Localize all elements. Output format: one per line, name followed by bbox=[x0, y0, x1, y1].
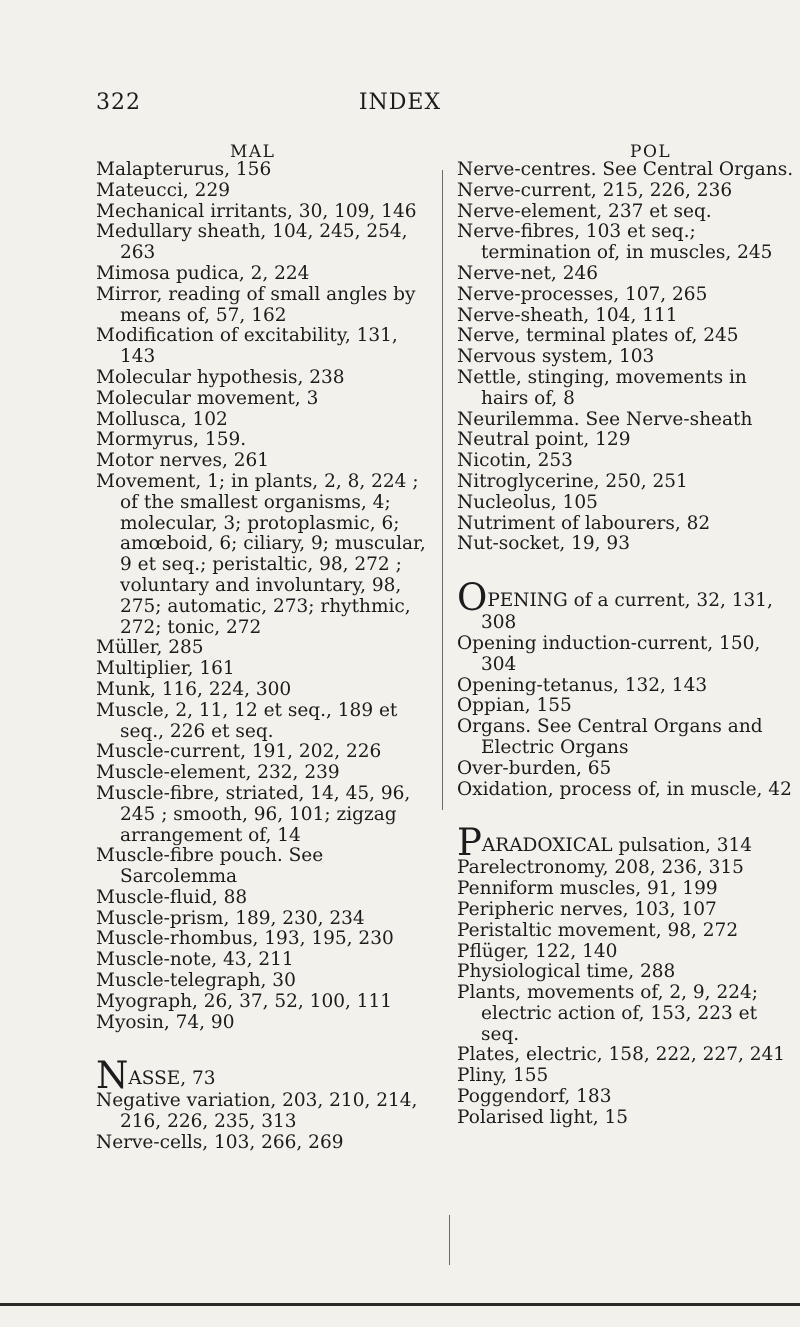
index-entry: Molecular movement, 3 bbox=[96, 387, 319, 409]
index-entry: Muscle-element, 232, 239 bbox=[96, 762, 340, 784]
index-entry: Munk, 116, 224, 300 bbox=[96, 678, 292, 700]
index-entry: Malapterurus, 156 bbox=[96, 159, 272, 180]
index-entry: Molecular hypothesis, 238 bbox=[96, 366, 345, 388]
index-entry: Mechanical irritants, 30, 109, 146 bbox=[96, 200, 417, 222]
running-title: INDEX bbox=[358, 90, 442, 115]
index-entry: Parelectronomy, 208, 236, 315 bbox=[457, 857, 744, 879]
right-column bbox=[457, 160, 797, 1129]
index-entry: Nicotin, 253 bbox=[457, 450, 573, 472]
index-entry: Plants, movements of, 2, 9, 224; electric action of, 153, 223 et seq. bbox=[457, 982, 758, 1045]
index-entry: Mateucci, 229 bbox=[96, 179, 230, 201]
section-gap bbox=[457, 555, 797, 583]
index-entry: NASSE, 73 bbox=[96, 1054, 216, 1098]
index-entry: Muscle-current, 191, 202, 226 bbox=[96, 741, 382, 763]
index-entry: Modification of excitability, 131, 143 bbox=[96, 325, 398, 368]
index-entry: Müller, 285 bbox=[96, 637, 204, 659]
index-entry: Negative variation, 203, 210, 214, 216, 226, 235, 313 bbox=[96, 1090, 418, 1133]
drop-cap: O bbox=[457, 576, 488, 620]
index-entry: Poggendorf, 183 bbox=[457, 1086, 612, 1108]
index-entry: Over-burden, 65 bbox=[457, 757, 612, 779]
index-entry: Nervous system, 103 bbox=[457, 346, 655, 368]
index-entry: Penniform muscles, 91, 199 bbox=[457, 878, 718, 900]
index-entry: OPENING of a current, 32, 131, 308 bbox=[457, 576, 773, 634]
column-divider bbox=[442, 170, 443, 810]
index-entry: Nerve-processes, 107, 265 bbox=[457, 283, 708, 305]
drop-cap: P bbox=[457, 821, 482, 865]
section-gap bbox=[96, 1033, 426, 1061]
index-entry: Nucleolus, 105 bbox=[457, 491, 598, 513]
index-entry: Mormyrus, 159. bbox=[96, 429, 247, 451]
index-entry: Opening induction-current, 150, 304 bbox=[457, 632, 761, 675]
index-entry: Plates, electric, 158, 222, 227, 241 bbox=[457, 1044, 786, 1066]
index-entry: Movement, 1; in plants, 2, 8, 224 ; of the smallest organisms, 4; molecular, 3; protoplasmic, 6; amœboid, 6; ciliary, 9; muscular, 9 et seq.; peristaltic, 98, 272 ; voluntary and involuntary, 98, 275; automatic, 273; rhythmic, 272; tonic, 272 bbox=[96, 470, 426, 638]
index-entry: Pliny, 155 bbox=[457, 1065, 549, 1087]
index-entry: Nerve-centres. See Central Organs. bbox=[457, 159, 794, 180]
index-entry: Organs. See Central Organs and Electric Organs bbox=[457, 716, 763, 758]
index-entry: Medullary sheath, 104, 245, 254, 263 bbox=[96, 221, 408, 264]
index-entry: Nutriment of labourers, 82 bbox=[457, 512, 711, 534]
index-entry: Muscle-note, 43, 211 bbox=[96, 949, 294, 971]
index-entry: Opening-tetanus, 132, 143 bbox=[457, 674, 708, 696]
index-entry: Nerve-current, 215, 226, 236 bbox=[457, 179, 733, 201]
section-gap bbox=[457, 800, 797, 828]
index-entry: Peripheric nerves, 103, 107 bbox=[457, 898, 717, 920]
index-entry: Nettle, stinging, movements in hairs of, 8 bbox=[457, 366, 747, 409]
index-entry: Myosin, 74, 90 bbox=[96, 1011, 235, 1033]
index-entry: Muscle-telegraph, 30 bbox=[96, 970, 296, 992]
right-column-heading: POL bbox=[630, 142, 672, 162]
index-entry: Nerve-element, 237 et seq. bbox=[457, 200, 712, 222]
index-entry: Nerve-sheath, 104, 111 bbox=[457, 304, 678, 326]
index-entry: Nerve-net, 246 bbox=[457, 262, 598, 284]
page-header bbox=[0, 90, 800, 120]
index-entry: Oxidation, process of, in muscle, 42 bbox=[457, 778, 792, 800]
index-entry: Muscle-rhombus, 193, 195, 230 bbox=[96, 928, 394, 950]
drop-cap: N bbox=[96, 1054, 129, 1098]
left-column bbox=[96, 160, 426, 1154]
index-entry: Neurilemma. See Nerve-sheath bbox=[457, 408, 753, 430]
index-entry: Neutral point, 129 bbox=[457, 429, 631, 451]
index-entry: Multiplier, 161 bbox=[96, 658, 235, 680]
index-entry: Mimosa pudica, 2, 224 bbox=[96, 262, 310, 284]
index-entry: Pflüger, 122, 140 bbox=[457, 940, 618, 962]
bottom-rule bbox=[0, 1303, 800, 1306]
index-entry: Muscle-fibre, striated, 14, 45, 96, 245 ; smooth, 96, 101; zigzag arrangement of, 14 bbox=[96, 782, 411, 846]
index-entry: Mirror, reading of small angles by means of, 57, 162 bbox=[96, 283, 416, 326]
index-entry: Muscle-fluid, 88 bbox=[96, 886, 248, 908]
index-entry: Nerve-fibres, 103 et seq.; termination of, in muscles, 245 bbox=[457, 221, 773, 264]
index-entry: Motor nerves, 261 bbox=[96, 450, 270, 472]
left-column-heading: MAL bbox=[230, 142, 276, 162]
index-entry: Nerve, terminal plates of, 245 bbox=[457, 325, 739, 347]
index-entry: Oppian, 155 bbox=[457, 695, 572, 717]
index-entry: Peristaltic movement, 98, 272 bbox=[457, 919, 739, 941]
index-entry: Polarised light, 15 bbox=[457, 1106, 629, 1128]
column-divider-lower bbox=[449, 1215, 450, 1265]
index-entry: Nerve-cells, 103, 266, 269 bbox=[96, 1132, 344, 1154]
index-entry: Physiological time, 288 bbox=[457, 961, 676, 983]
index-entry: PARADOXICAL pulsation, 314 bbox=[457, 821, 753, 865]
index-entry: Muscle-fibre pouch. See Sarcolemma bbox=[96, 845, 324, 888]
index-entry: Mollusca, 102 bbox=[96, 408, 228, 430]
index-entry: Muscle-prism, 189, 230, 234 bbox=[96, 907, 365, 929]
index-entry: Nut-socket, 19, 93 bbox=[457, 533, 630, 555]
index-entry: Myograph, 26, 37, 52, 100, 111 bbox=[96, 990, 393, 1012]
index-entry: Nitroglycerine, 250, 251 bbox=[457, 470, 688, 492]
index-entry: Muscle, 2, 11, 12 et seq., 189 et seq., 226 et seq. bbox=[96, 699, 398, 742]
page-number: 322 bbox=[96, 90, 141, 115]
